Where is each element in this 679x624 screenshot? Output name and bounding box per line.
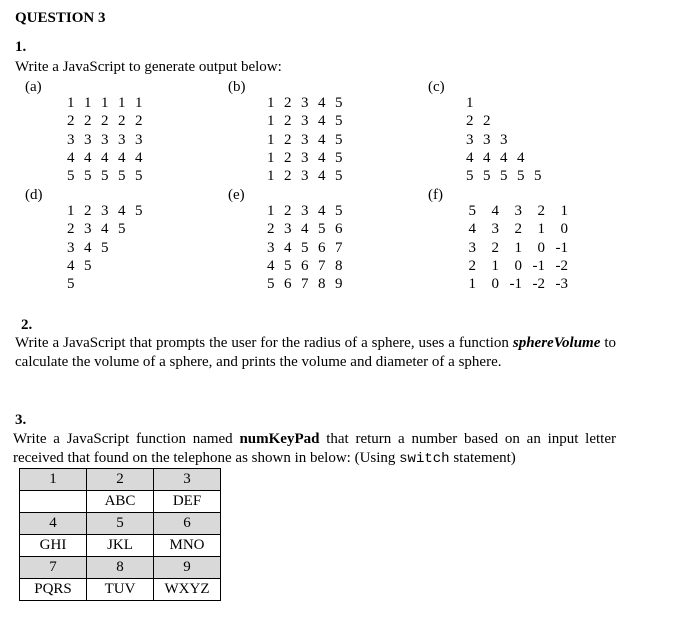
pattern-number: 5: [84, 168, 92, 185]
pattern-label: (e): [228, 187, 245, 203]
keypad-row-letters: [20, 491, 221, 513]
pattern-number: 3: [466, 131, 474, 148]
pattern-number: 5: [101, 168, 109, 185]
keypad-digit: 4: [20, 513, 87, 535]
pattern-number: 1: [84, 95, 92, 111]
pattern-number: 3: [301, 113, 309, 130]
pattern-number: 4: [491, 203, 499, 219]
pattern-number: 7: [301, 276, 309, 293]
pattern-number: 5: [135, 203, 143, 219]
pattern-number: 6: [335, 221, 343, 238]
q3-code: switch: [399, 450, 450, 467]
pattern-number: 1: [267, 95, 275, 111]
pattern-number: 7: [318, 257, 326, 274]
pattern-number: 4: [101, 221, 109, 238]
pattern-number: 5: [500, 168, 508, 185]
pattern-number: 2: [491, 239, 499, 256]
pattern-number: 5: [335, 149, 343, 166]
keypad-letters: DEF: [154, 491, 221, 513]
pattern-number: 2: [84, 203, 92, 219]
pattern-number: 4: [483, 149, 491, 166]
pattern-number: 3: [84, 131, 92, 148]
pattern-number: 2: [284, 131, 292, 148]
pattern-number: 2: [537, 203, 545, 219]
q3-text-part: Write a JavaScript function named: [13, 431, 240, 447]
pattern-number: 4: [466, 149, 474, 166]
keypad-row-digits: [20, 469, 221, 491]
pattern-number: 0: [560, 221, 568, 238]
pattern-number: 6: [318, 239, 326, 256]
pattern-number: 5: [301, 239, 309, 256]
pattern-number: 3: [301, 95, 309, 111]
pattern-number: 7: [335, 239, 343, 256]
pattern-number: 5: [118, 221, 126, 238]
pattern-number: 5: [67, 276, 75, 293]
pattern-number: 1: [514, 239, 522, 256]
keypad-letters: JKL: [87, 535, 154, 557]
pattern-number: 1: [491, 257, 499, 274]
pattern-number: 6: [284, 276, 292, 293]
pattern-number: 2: [118, 113, 126, 130]
pattern-number: -1: [532, 257, 545, 274]
pattern-number: 0: [537, 239, 545, 256]
pattern-number: -1: [509, 276, 522, 293]
pattern-number: 2: [67, 221, 75, 238]
pattern-label: (c): [428, 79, 445, 95]
pattern-number: 3: [468, 239, 476, 256]
q2-text-part: Write a JavaScript that prompts the user for the radius of a sphere, uses a function: [15, 335, 513, 351]
pattern-number: 4: [284, 239, 292, 256]
keypad-digit: 9: [154, 557, 221, 579]
pattern-number: 1: [267, 113, 275, 130]
pattern-number: 5: [335, 168, 343, 185]
pattern-number: 1: [466, 95, 474, 111]
pattern-number: 3: [101, 203, 109, 219]
pattern-number: 9: [335, 276, 343, 293]
keypad-letters: [20, 491, 87, 513]
pattern-number: 3: [84, 221, 92, 238]
pattern-number: 1: [118, 95, 126, 111]
pattern-number: 2: [84, 113, 92, 130]
keypad-letters: WXYZ: [154, 579, 221, 601]
pattern-number: 4: [101, 149, 109, 166]
q3-text: [13, 430, 616, 468]
keypad-letters: ABC: [87, 491, 154, 513]
pattern-number: 4: [318, 95, 326, 111]
keypad-row-digits: [20, 513, 221, 535]
pattern-number: 2: [135, 113, 143, 130]
pattern-number: 0: [491, 276, 499, 293]
pattern-number: 1: [67, 95, 75, 111]
pattern-number: 4: [500, 149, 508, 166]
pattern-number: 3: [483, 131, 491, 148]
pattern-number: 3: [301, 203, 309, 219]
pattern-number: 3: [67, 131, 75, 148]
keypad-digit: 6: [154, 513, 221, 535]
pattern-number: 2: [466, 113, 474, 130]
pattern-number: 4: [84, 149, 92, 166]
pattern-label: (d): [25, 187, 43, 203]
keypad-letters: PQRS: [20, 579, 87, 601]
pattern-number: 1: [267, 149, 275, 166]
keypad-row-letters: [20, 579, 221, 601]
pattern-number: 3: [500, 131, 508, 148]
pattern-number: 8: [335, 257, 343, 274]
pattern-number: 5: [466, 168, 474, 185]
keypad-digit: 2: [87, 469, 154, 491]
q2-text: [15, 334, 616, 371]
keypad-digit: 1: [20, 469, 87, 491]
pattern-number: 4: [318, 149, 326, 166]
keypad-table: [19, 468, 221, 601]
pattern-number: 4: [267, 257, 275, 274]
pattern-number: 5: [335, 131, 343, 148]
keypad-letters: MNO: [154, 535, 221, 557]
keypad-digit: 7: [20, 557, 87, 579]
pattern-number: 4: [468, 221, 476, 238]
pattern-label: (a): [25, 79, 42, 95]
pattern-number: 2: [284, 95, 292, 111]
pattern-number: 5: [67, 168, 75, 185]
pattern-number: 2: [483, 113, 491, 130]
pattern-number: 3: [267, 239, 275, 256]
pattern-number: 1: [267, 203, 275, 219]
pattern-number: 1: [101, 95, 109, 111]
pattern-number: 3: [491, 221, 499, 238]
q2-text-part: to calculate the volume of a sphere, and prints the volume and diameter of a sphere.: [15, 335, 616, 370]
q2-number: 2.: [21, 317, 33, 333]
pattern-number: 3: [301, 168, 309, 185]
pattern-number: 4: [118, 149, 126, 166]
pattern-label: (f): [428, 187, 443, 203]
pattern-number: 5: [135, 168, 143, 185]
pattern-number: 2: [67, 113, 75, 130]
q3-function-name: numKeyPad: [239, 431, 320, 447]
pattern-number: 5: [534, 168, 542, 185]
pattern-number: 5: [483, 168, 491, 185]
pattern-number: 4: [318, 203, 326, 219]
pattern-number: -1: [555, 239, 568, 256]
pattern-number: 4: [84, 239, 92, 256]
keypad-letters: TUV: [87, 579, 154, 601]
pattern-number: 3: [101, 131, 109, 148]
pattern-number: 4: [118, 203, 126, 219]
pattern-number: 1: [537, 221, 545, 238]
pattern-number: 2: [267, 221, 275, 238]
pattern-number: 3: [135, 131, 143, 148]
pattern-number: 0: [514, 257, 522, 274]
q3-text-part: statement): [449, 449, 516, 466]
pattern-number: -2: [532, 276, 545, 293]
pattern-number: 2: [284, 168, 292, 185]
pattern-number: 5: [517, 168, 525, 185]
pattern-number: 2: [284, 149, 292, 166]
pattern-number: 3: [118, 131, 126, 148]
pattern-number: 5: [84, 257, 92, 274]
pattern-number: 4: [301, 221, 309, 238]
pattern-number: 2: [514, 221, 522, 238]
pattern-number: 3: [301, 131, 309, 148]
pattern-number: 1: [135, 95, 143, 111]
pattern-number: 2: [468, 257, 476, 274]
pattern-number: 3: [301, 149, 309, 166]
q3-text-part: that return a number based on an input letter received that found on the telephone as shown in below: (Using: [13, 431, 616, 466]
pattern-number: 5: [284, 257, 292, 274]
pattern-number: 2: [284, 113, 292, 130]
pattern-number: 3: [284, 221, 292, 238]
pattern-number: 3: [514, 203, 522, 219]
pattern-number: 4: [67, 257, 75, 274]
keypad-row-digits: [20, 557, 221, 579]
keypad-digit: 5: [87, 513, 154, 535]
pattern-number: 4: [318, 168, 326, 185]
pattern-number: 1: [267, 168, 275, 185]
pattern-number: 5: [468, 203, 476, 219]
q2-function-name: sphereVolume: [512, 335, 601, 351]
pattern-number: 5: [118, 168, 126, 185]
pattern-number: 4: [67, 149, 75, 166]
pattern-number: 5: [335, 95, 343, 111]
pattern-number: 5: [101, 239, 109, 256]
pattern-number: 2: [284, 203, 292, 219]
pattern-number: -3: [555, 276, 568, 293]
keypad-letters: GHI: [20, 535, 87, 557]
pattern-number: 1: [560, 203, 568, 219]
pattern-label: (b): [228, 79, 246, 95]
pattern-number: 4: [517, 149, 525, 166]
question-title: QUESTION 3: [15, 10, 106, 26]
pattern-number: 2: [101, 113, 109, 130]
keypad-row-letters: [20, 535, 221, 557]
pattern-number: 6: [301, 257, 309, 274]
pattern-number: 4: [318, 113, 326, 130]
keypad-digit: 8: [87, 557, 154, 579]
q1-number: 1.: [15, 39, 27, 55]
pattern-number: 1: [468, 276, 476, 293]
q1-prompt: Write a JavaScript to generate output below:: [15, 59, 282, 75]
pattern-number: 1: [267, 131, 275, 148]
pattern-number: 8: [318, 276, 326, 293]
keypad-digit: 3: [154, 469, 221, 491]
pattern-number: 3: [67, 239, 75, 256]
pattern-number: 4: [318, 131, 326, 148]
pattern-number: 1: [67, 203, 75, 219]
pattern-number: 4: [135, 149, 143, 166]
pattern-number: -2: [555, 257, 568, 274]
pattern-number: 5: [318, 221, 326, 238]
pattern-number: 5: [335, 203, 343, 219]
pattern-number: 5: [267, 276, 275, 293]
pattern-number: 5: [335, 113, 343, 130]
q3-number: 3.: [15, 412, 27, 428]
